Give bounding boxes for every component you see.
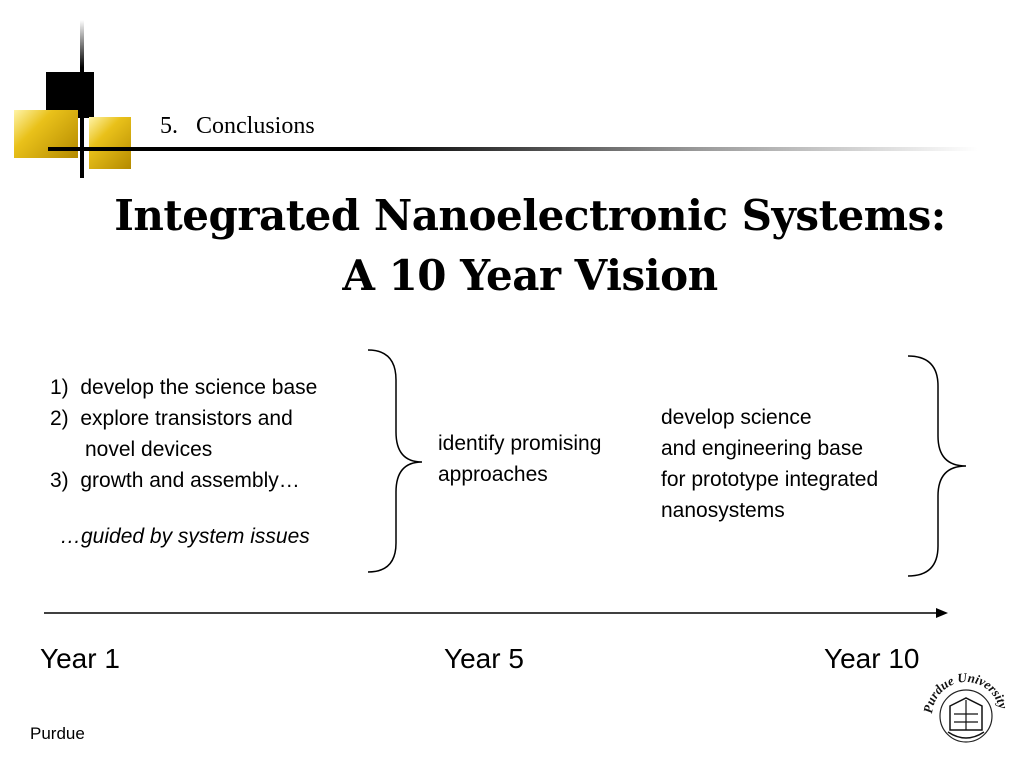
slide-title-line2: A 10 Year Vision: [342, 251, 718, 300]
timeline-label-year-1: Year 1: [40, 643, 120, 674]
purdue-seal-icon: [920, 670, 1012, 752]
list-item: 3) growth and assembly…: [50, 469, 300, 492]
right-line: and engineering base: [661, 437, 864, 460]
footer-text: Purdue: [30, 724, 85, 743]
timeline-label-year-10: Year 10: [824, 643, 920, 674]
right-curly-brace: [908, 356, 966, 576]
left-curly-brace: [368, 350, 422, 572]
section-label: 5. Conclusions: [160, 113, 315, 139]
left-group-note: …guided by system issues: [60, 525, 310, 548]
right-line: nanosystems: [661, 499, 785, 522]
list-item: 2) explore transistors and: [50, 407, 293, 430]
middle-line: approaches: [438, 463, 548, 486]
svg-text:Purdue University: Purdue University: [920, 670, 1012, 715]
right-line: for prototype integrated: [661, 468, 879, 491]
slide-title-line1: Integrated Nanoelectronic Systems:: [114, 191, 946, 240]
timeline-arrowhead: [936, 608, 948, 618]
list-item: novel devices: [50, 438, 213, 461]
middle-line: identify promising: [438, 432, 602, 455]
timeline-label-year-5: Year 5: [444, 643, 524, 674]
right-line: develop science: [661, 406, 812, 429]
list-item: 1) develop the science base: [50, 376, 318, 399]
